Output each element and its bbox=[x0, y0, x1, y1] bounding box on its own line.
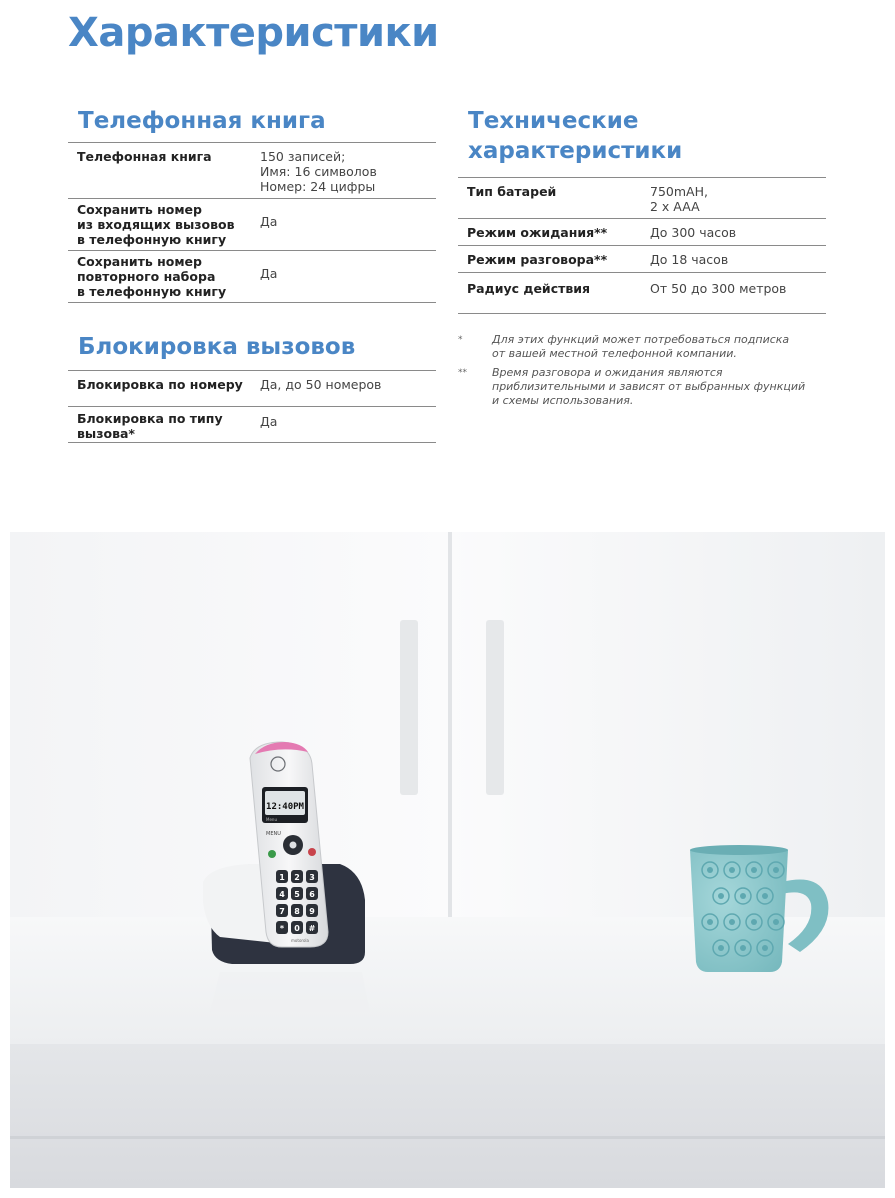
keypad-key-label: 0 bbox=[294, 924, 300, 933]
call-key-icon bbox=[268, 850, 276, 858]
table-row bbox=[68, 371, 436, 407]
phonebook-table bbox=[68, 142, 436, 303]
mug-rosette-center bbox=[718, 945, 724, 951]
end-key-icon bbox=[308, 848, 316, 856]
mug-rosette-center bbox=[718, 893, 724, 899]
mug-rosette-center bbox=[740, 893, 746, 899]
keypad-key-label: * bbox=[279, 924, 285, 933]
spec-value: 150 записей; Имя: 16 символов Номер: 24 цифры bbox=[260, 149, 377, 194]
keypad-key-label: 8 bbox=[294, 907, 300, 916]
screen-softkey: Menu bbox=[266, 817, 277, 822]
footnote-text: Время разговора и ожидания являются приблизительными и зависят от выбранных функций и схемы использования. bbox=[492, 366, 806, 407]
product-photo-scene bbox=[10, 532, 885, 1188]
mug-rosette-center bbox=[773, 867, 779, 873]
product-photo bbox=[10, 532, 885, 1188]
table-row bbox=[68, 199, 436, 251]
footnote-mark: * bbox=[458, 335, 463, 345]
mug-rosette-center bbox=[729, 867, 735, 873]
footnote bbox=[458, 333, 828, 361]
spec-value: Да bbox=[260, 214, 278, 229]
footnotes bbox=[458, 333, 828, 413]
menu-key-label: MENU bbox=[266, 831, 281, 837]
spec-value: До 300 часов bbox=[650, 225, 737, 240]
technical-table bbox=[458, 177, 826, 314]
cabinet-handle-left bbox=[400, 620, 418, 795]
screen-time: 12:40PM bbox=[266, 802, 304, 812]
mug-rosette-center bbox=[773, 919, 779, 925]
keypad-key-label: 1 bbox=[279, 873, 285, 882]
technical-heading bbox=[468, 106, 682, 166]
spec-label: Телефонная книга bbox=[77, 149, 212, 164]
table-row bbox=[68, 407, 436, 443]
keypad-key-label: 9 bbox=[309, 907, 315, 916]
spec-label: Режим разговора** bbox=[467, 252, 608, 267]
table-edge-line bbox=[10, 1136, 885, 1139]
spec-label: Сохранить номер из входящих вызовов в телефонную книгу bbox=[77, 202, 235, 247]
phonebook-heading: Телефонная книга bbox=[78, 108, 326, 134]
spec-value: Да, до 50 номеров bbox=[260, 377, 382, 392]
table-row bbox=[458, 246, 826, 273]
mug-rosette-center bbox=[762, 893, 768, 899]
footnote-mark: ** bbox=[458, 368, 467, 378]
keypad-key-label: 3 bbox=[309, 873, 315, 882]
spec-label: Тип батарей bbox=[467, 184, 557, 199]
mug-rosette-center bbox=[751, 919, 757, 925]
footnote-text: Для этих функций может потребоваться подписка от вашей местной телефонной компании. bbox=[492, 333, 790, 360]
spec-value: Да bbox=[260, 266, 278, 281]
spec-label: Режим ожидания** bbox=[467, 225, 608, 240]
mug-rosette-center bbox=[707, 867, 713, 873]
table-row bbox=[68, 143, 436, 199]
spec-label: Блокировка по типу вызова* bbox=[77, 411, 223, 441]
mug-body bbox=[690, 850, 788, 972]
blocking-heading: Блокировка вызовов bbox=[78, 334, 356, 360]
keypad-key-label: 5 bbox=[294, 890, 300, 899]
handset-brand: motorola bbox=[291, 938, 309, 943]
cabinet-handle-right bbox=[486, 620, 504, 795]
keypad-key-label: 7 bbox=[279, 907, 285, 916]
mug-rosette-center bbox=[729, 919, 735, 925]
keypad-key-label: # bbox=[308, 924, 316, 933]
spec-value: 750mAH, 2 x AAA bbox=[650, 184, 708, 214]
keypad-key-label: 4 bbox=[279, 890, 285, 899]
cabinet-seam bbox=[448, 532, 452, 927]
page-title: Характеристики bbox=[68, 10, 439, 56]
mug-rosette-center bbox=[707, 919, 713, 925]
blocking-table bbox=[68, 370, 436, 443]
spec-value: Да bbox=[260, 414, 278, 429]
table-front bbox=[10, 1044, 885, 1188]
table-row bbox=[458, 178, 826, 219]
table-row bbox=[68, 251, 436, 303]
spec-label: Блокировка по номеру bbox=[77, 377, 243, 392]
table-row bbox=[458, 273, 826, 314]
keypad-key-label: 6 bbox=[309, 890, 315, 899]
spec-label: Радиус действия bbox=[467, 281, 591, 296]
table-row bbox=[458, 219, 826, 246]
keypad-key-label: 2 bbox=[294, 873, 300, 882]
spec-value: До 18 часов bbox=[650, 252, 729, 267]
mug-rosette-center bbox=[751, 867, 757, 873]
footnote bbox=[458, 366, 828, 408]
mug-rosette-center bbox=[740, 945, 746, 951]
mug-rosette-center bbox=[762, 945, 768, 951]
technical-heading-line2: характеристики bbox=[468, 138, 683, 164]
technical-heading-line1: Технические bbox=[468, 108, 639, 134]
spec-value: От 50 до 300 метров bbox=[650, 281, 787, 296]
spec-label: Сохранить номер повторного набора в телефонную книгу bbox=[77, 254, 227, 299]
